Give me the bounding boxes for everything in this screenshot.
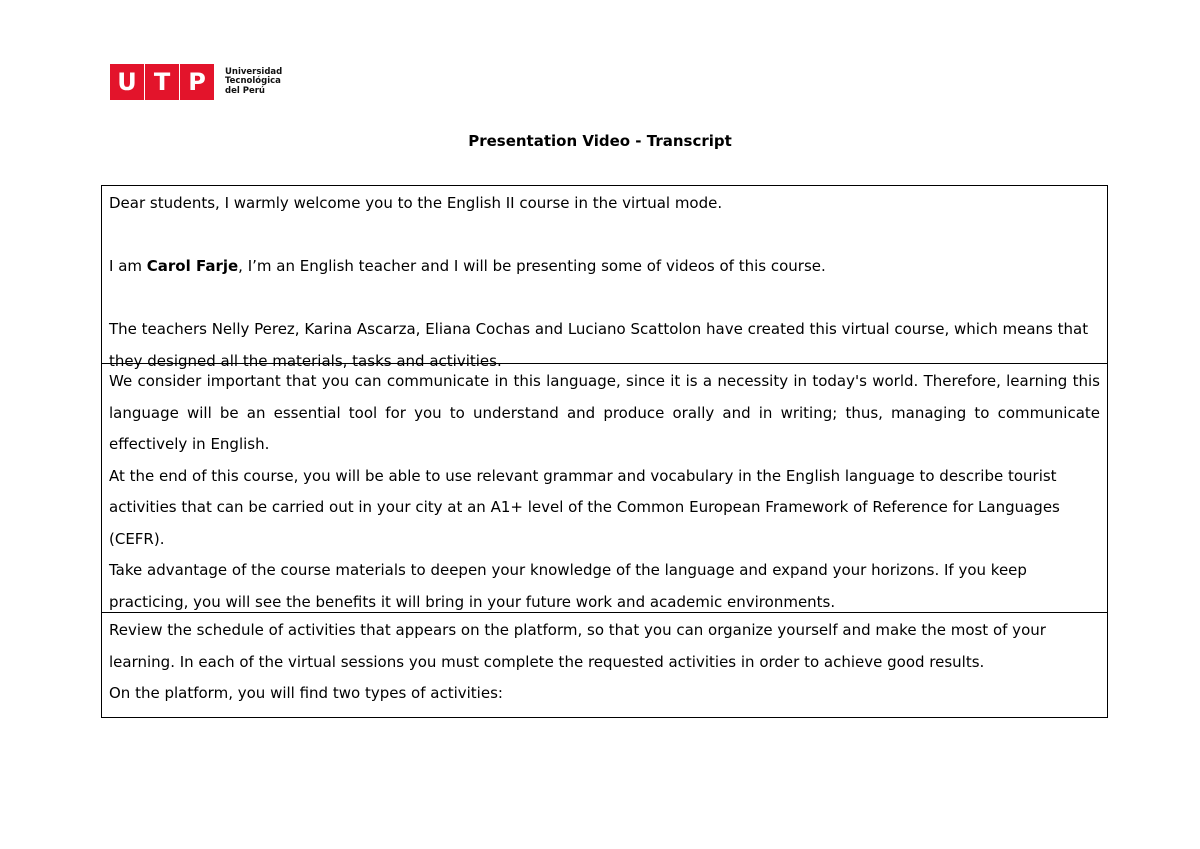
logo-line-1: Universidad (225, 66, 283, 77)
schedule-review: Review the schedule of activities that appears on the platform, so that you can organize yourself and make the most of your learning. In each of the virtual sessions you must complete the requested activities in order to achieve good results. (109, 621, 1046, 671)
teacher-name: Carol Farje (146, 257, 239, 275)
logo-letter-t: T (145, 64, 179, 100)
transcript-table (101, 185, 1108, 718)
intro-teacher-suffix: , I’m an English teacher and I will be presenting some of videos of this course. (238, 257, 826, 275)
logo-wordmark (225, 68, 282, 97)
logo-letter-u: U (110, 64, 144, 100)
objectives-importance: We consider important that you can communicate in this language, since it is a necessity in today's world. Therefore, learning this language will be an essential tool for you to understand and produce orally and in writing; thus, managing to communicate effectively in English. (109, 372, 1100, 453)
logo-line-3: del Perú (225, 85, 265, 96)
blank-line (109, 220, 1100, 252)
blank-line (109, 283, 1100, 315)
utp-logo (110, 64, 282, 100)
page-title: Presentation Video - Transcript (468, 132, 732, 150)
logo-letter-p: P (180, 64, 214, 100)
objectives-advice: Take advantage of the course materials to deepen your knowledge of the language and expand your horizons. If you keep practicing, you will see the benefits it will bring in your future work and academic environments. (109, 561, 1027, 611)
objectives-outcome: At the end of this course, you will be able to use relevant grammar and vocabulary in the English language to describe tourist activities that can be carried out in your city at an A1+ level of the Common European Framework of Reference for Languages (CEFR). (109, 466, 1060, 548)
intro-teacher (109, 251, 1100, 283)
intro-creators: The teachers Nelly Perez, Karina Ascarza, Eliana Cochas and Luciano Scattolon have created this virtual course, which means that they designed all the materials, tasks and activities. (109, 320, 1089, 370)
transcript-cell-objectives (102, 363, 1107, 612)
schedule-activities: On the platform, you will find two types of activities: (109, 684, 503, 702)
intro-welcome: Dear students, I warmly welcome you to the English II course in the virtual mode. (109, 194, 723, 212)
transcript-cell-intro (102, 186, 1107, 370)
logo-line-2: Tecnológica (225, 76, 281, 87)
transcript-cell-schedule (102, 612, 1107, 717)
intro-teacher-prefix: I am (109, 257, 147, 275)
